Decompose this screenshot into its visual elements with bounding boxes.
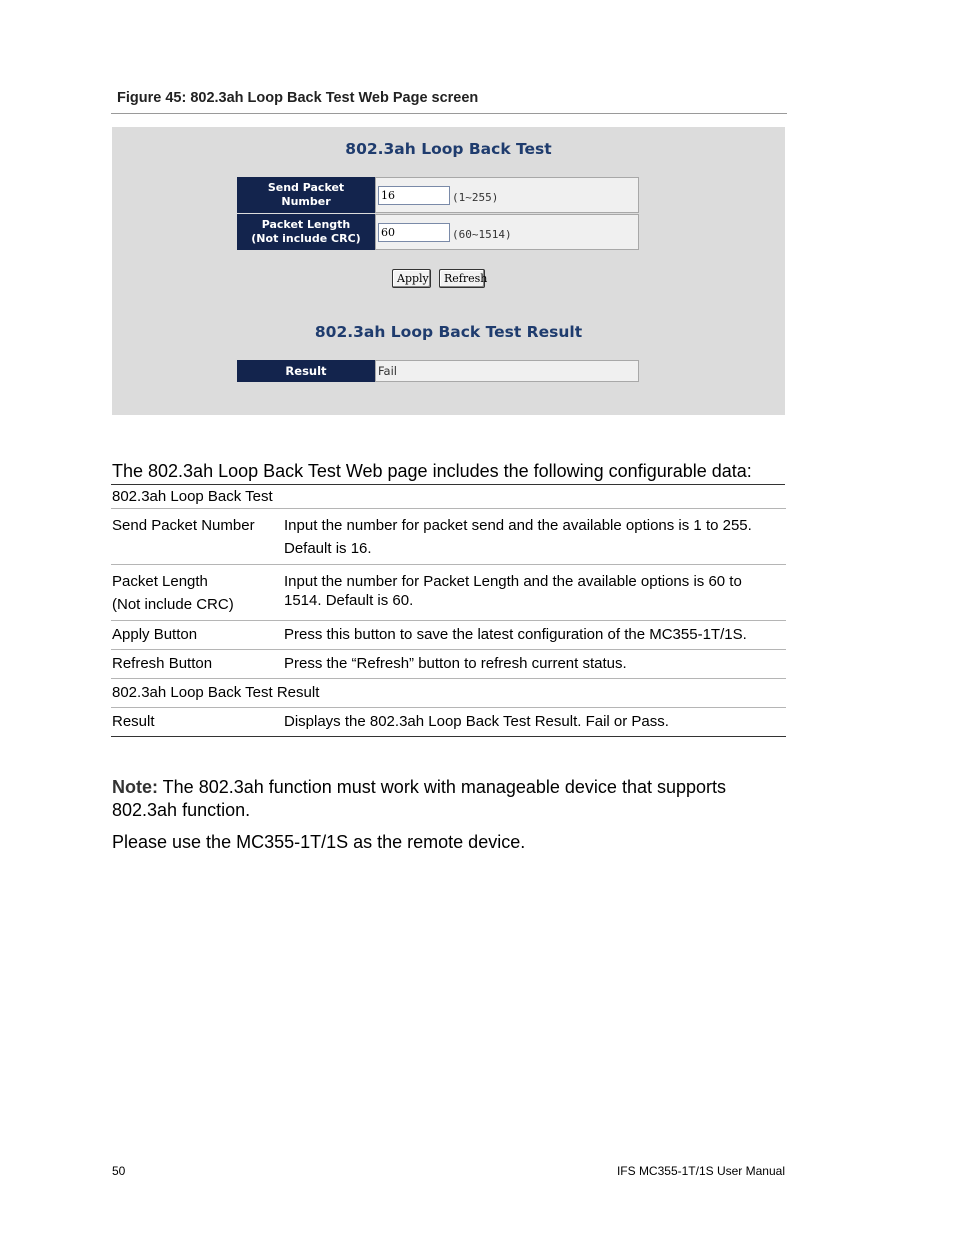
row-description: [284, 509, 786, 565]
label-line: Number: [281, 195, 331, 208]
row-name-text: (Not include CRC): [112, 596, 234, 613]
section-header: [111, 485, 786, 509]
note-paragraph: [112, 776, 792, 822]
label-line: (Not include CRC): [251, 232, 361, 245]
page-number: 50: [112, 1164, 126, 1178]
table-section-row: [111, 679, 786, 708]
loop-back-test-title: 802.3ah Loop Back Test: [345, 140, 552, 158]
result-row: [237, 360, 639, 382]
row-name: [111, 708, 284, 737]
row-description-text: Default is 16.: [284, 540, 372, 557]
row-description: [284, 650, 786, 679]
manual-name: IFS MC355-1T/1S User Manual: [616, 1164, 785, 1178]
row-name: [111, 621, 284, 650]
send-packet-number-range: (1~255): [452, 191, 499, 204]
refresh-button[interactable]: Refresh: [439, 269, 485, 288]
section-label: 802.3ah Loop Back Test Result: [112, 684, 320, 701]
table-row: [111, 565, 786, 621]
packet-length-range: (60~1514): [452, 228, 512, 241]
send-packet-number-label: [237, 177, 375, 213]
row-name: [111, 565, 284, 621]
result-value: Fail: [375, 360, 639, 382]
row-description-text: Input the number for Packet Length and the available options is 60 to: [284, 573, 742, 590]
note-label: Note:: [112, 777, 158, 797]
section-header: [111, 679, 786, 708]
row-description-text: Displays the 802.3ah Loop Back Test Result. Fail or Pass.: [284, 713, 669, 730]
figure-caption: Figure 45: 802.3ah Loop Back Test Web Page screen: [117, 90, 479, 106]
label-line: Send Packet: [267, 181, 345, 194]
table-row: [111, 509, 786, 565]
section-label: 802.3ah Loop Back Test: [112, 488, 273, 505]
row-description: [284, 621, 786, 650]
table-row: [111, 650, 786, 679]
loop-back-test-result-title: 802.3ah Loop Back Test Result: [314, 323, 583, 341]
row-description-text: Press the “Refresh” button to refresh current status.: [284, 655, 627, 672]
configurable-data-table: [111, 485, 786, 737]
packet-length-label: [237, 214, 375, 250]
row-description-text: 1514. Default is 60.: [284, 592, 414, 609]
row-description-text: Press this button to save the latest configuration of the MC355-1T/1S.: [284, 626, 747, 643]
send-packet-number-cell: [375, 177, 639, 213]
row-name: [111, 509, 284, 565]
row-name-text: Apply Button: [112, 626, 198, 643]
result-label: Result: [237, 360, 375, 382]
row-name: [111, 650, 284, 679]
table-section-row: [111, 485, 786, 509]
note-text-continued: 802.3ah function.: [112, 800, 251, 820]
packet-length-input[interactable]: [378, 223, 450, 242]
table-row: [111, 621, 786, 650]
note-text: The 802.3ah function must work with manageable device that supports: [158, 777, 727, 797]
row-name-text: Packet Length: [112, 573, 208, 590]
row-description: [284, 708, 786, 737]
send-packet-number-input[interactable]: [378, 186, 450, 205]
row-name-text: Send Packet Number: [112, 517, 255, 534]
row-name-text: Result: [112, 713, 155, 730]
packet-length-cell: [375, 214, 639, 250]
send-packet-number-row: [237, 177, 639, 213]
intro-paragraph: The 802.3ah Loop Back Test Web page includes the following configurable data:: [112, 461, 752, 481]
screenshot-panel: [112, 127, 785, 415]
remote-device-note: Please use the MC355-1T/1S as the remote device.: [112, 832, 526, 852]
row-description-text: Input the number for packet send and the available options is 1 to 255.: [284, 517, 752, 534]
apply-button[interactable]: Apply: [392, 269, 431, 288]
row-description: [284, 565, 786, 621]
packet-length-row: [237, 214, 639, 250]
row-name-text: Refresh Button: [112, 655, 213, 672]
caption-divider: [111, 113, 787, 114]
table-row: [111, 708, 786, 737]
label-line: Packet Length: [261, 218, 351, 231]
